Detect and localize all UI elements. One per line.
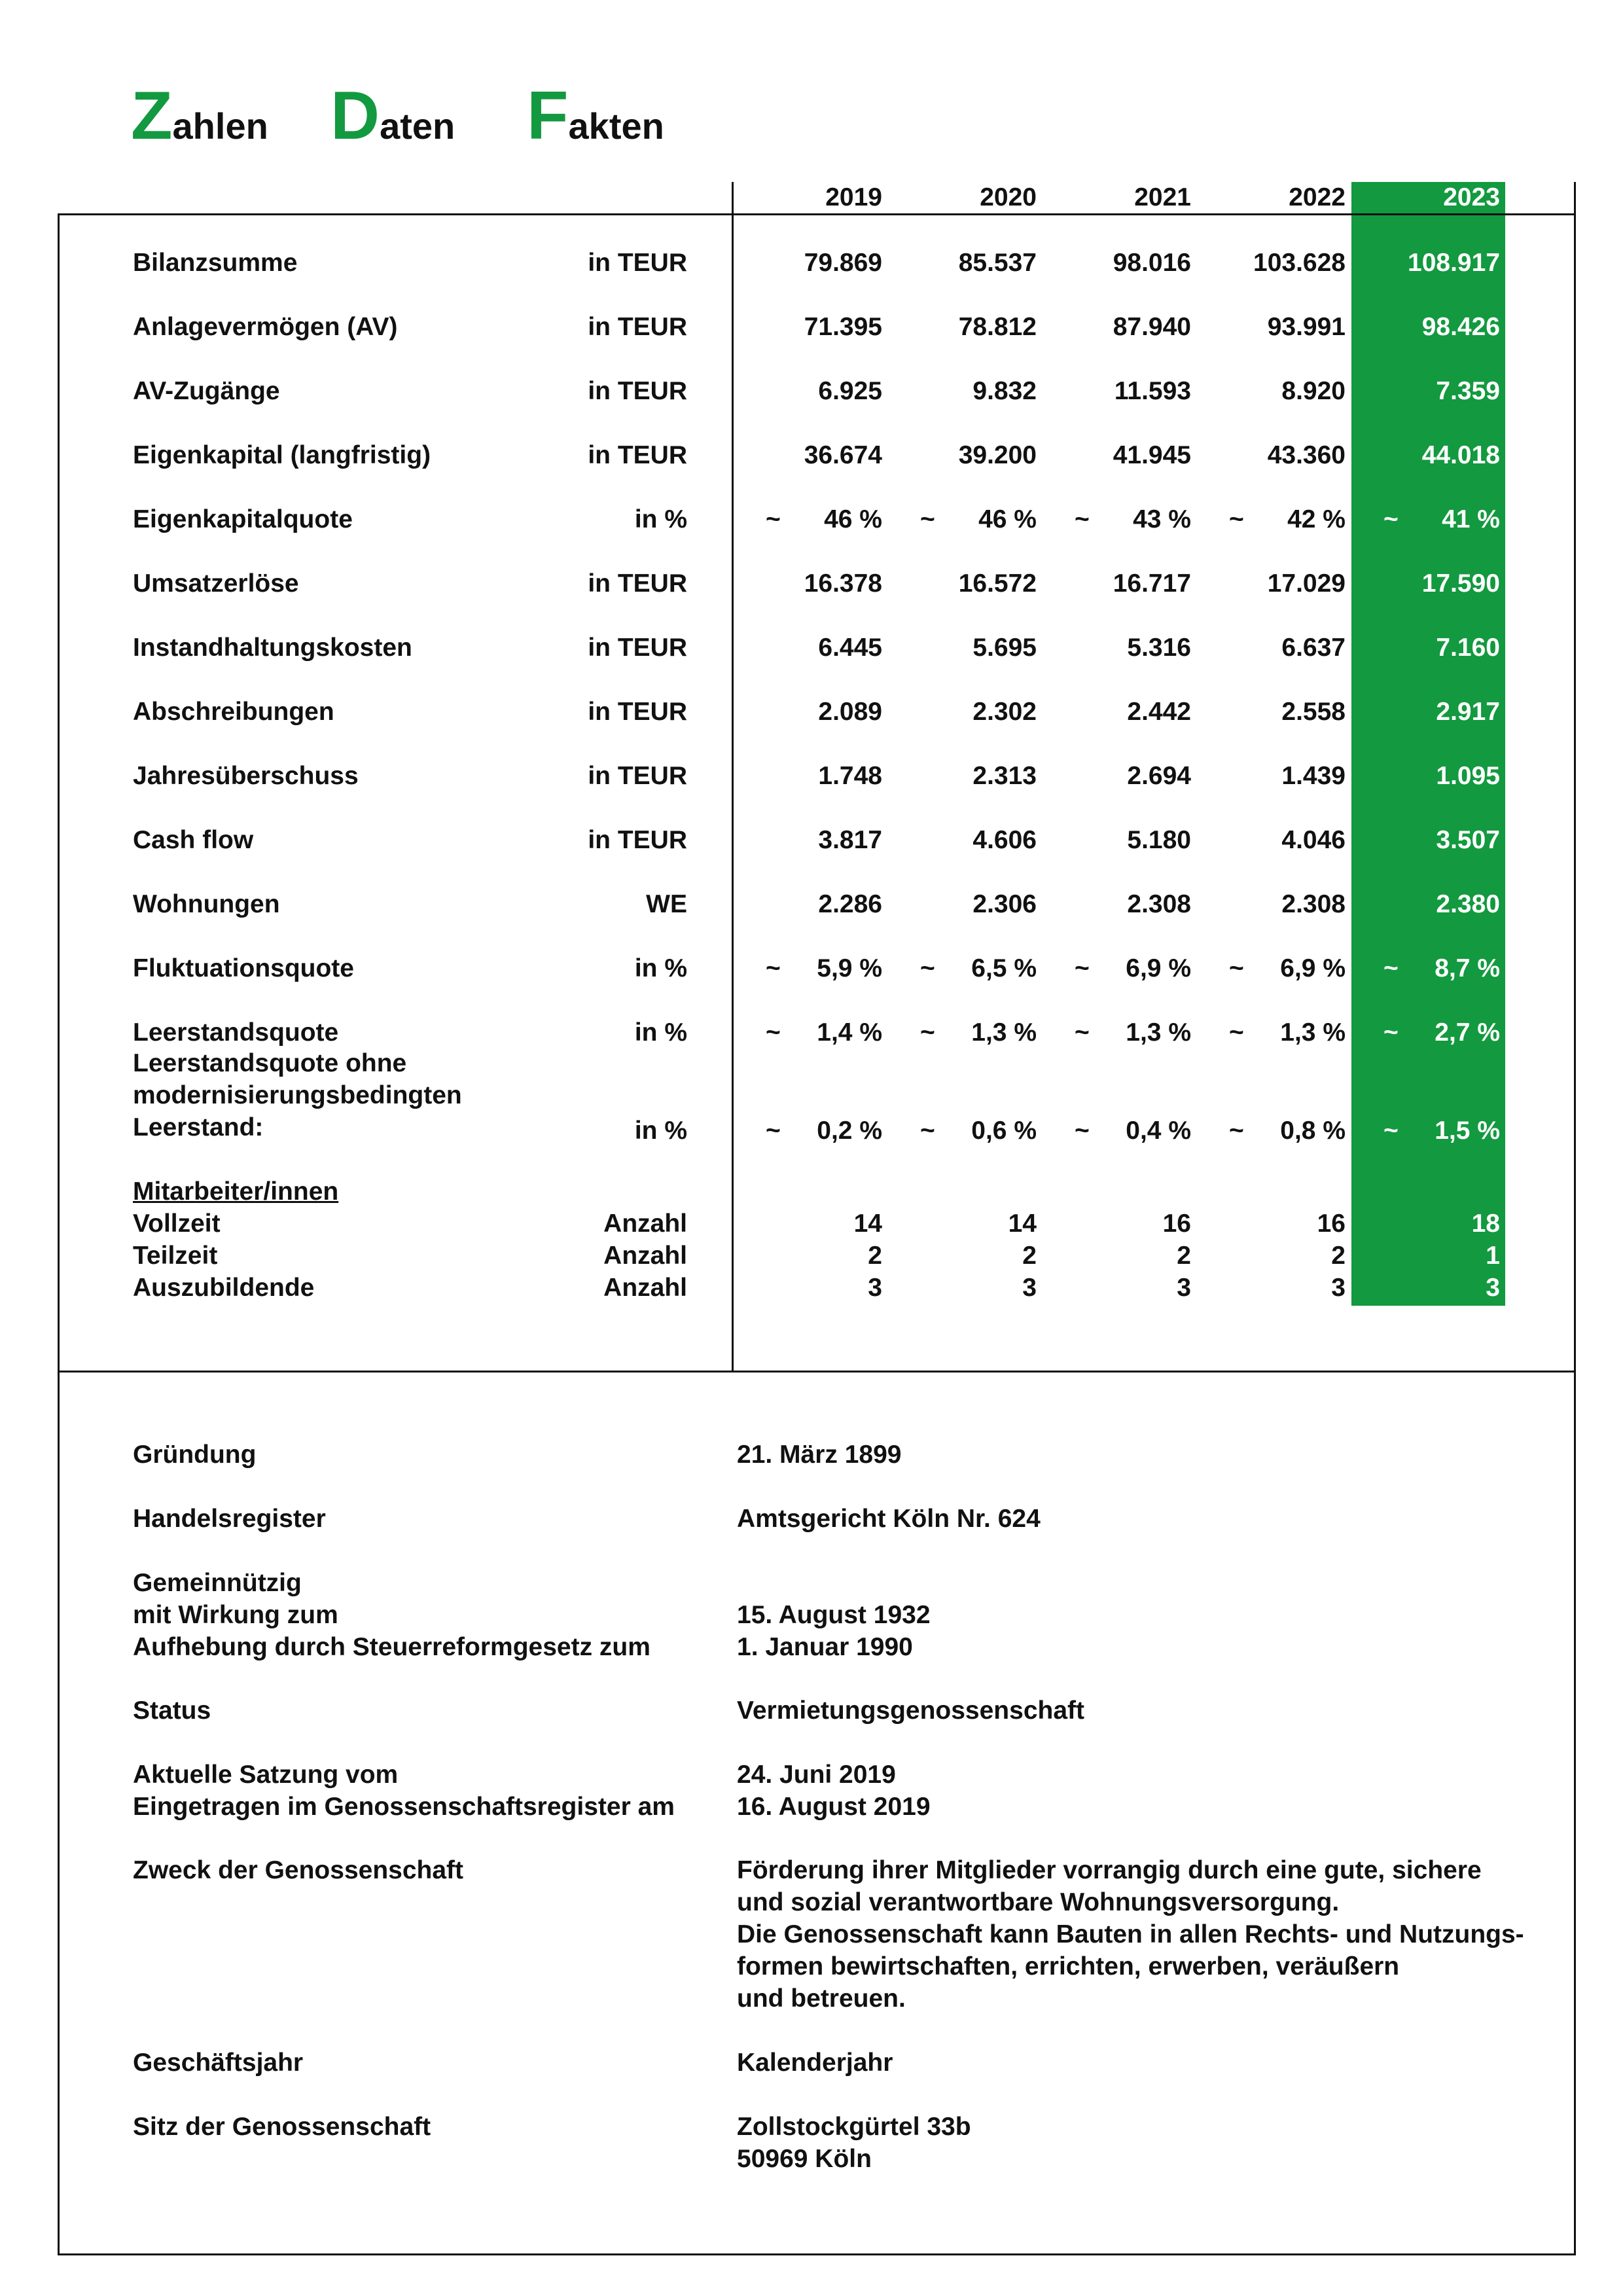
table-row [0, 757, 1623, 796]
tilde: ~ [766, 505, 781, 533]
value-2023: 2,7 % [1435, 1018, 1500, 1047]
row-label: Eigenkapitalquote [133, 505, 353, 533]
value-2020: 2.313 [972, 762, 1037, 790]
info-zweck-label: Zweck der Genossenschaft [133, 1856, 464, 1884]
year-2023: 2023 [1443, 183, 1500, 211]
value-2020: 5.695 [972, 634, 1037, 662]
leerstand-ohne-row [0, 1111, 1623, 1151]
value-2023: 18 [1471, 1210, 1500, 1238]
value-2023: 2.917 [1436, 698, 1500, 726]
value-2022: 6.637 [1281, 634, 1346, 662]
row-unit: in TEUR [588, 313, 687, 341]
row-label: Teilzeit [133, 1242, 218, 1270]
value-2020: 16.572 [958, 569, 1037, 598]
row-unit: Anzahl [603, 1210, 687, 1238]
value-2022: 1.439 [1281, 762, 1346, 790]
value-2019: 3 [868, 1274, 882, 1302]
value-2021: 2.694 [1127, 762, 1191, 790]
value-2023: 44.018 [1421, 441, 1500, 469]
table-row [0, 500, 1623, 539]
value-2021: 2.308 [1127, 890, 1191, 918]
value-2019: 14 [853, 1210, 882, 1238]
value-2022: 43.360 [1267, 441, 1346, 469]
table-row [0, 243, 1623, 283]
value-2019: 1.748 [818, 762, 882, 790]
table-row [0, 436, 1623, 475]
staff-row [0, 1272, 1623, 1304]
staff-row [0, 1240, 1623, 1272]
leerstand-ohne-label: Leerstandsquote ohne modernisierungsbedingten Leerstand: [133, 1049, 462, 1141]
value-2019: 2 [868, 1242, 882, 1270]
tilde: ~ [1229, 505, 1244, 533]
info-handelsregister-value: Amtsgericht Köln Nr. 624 [737, 1505, 1041, 1533]
tilde: ~ [1075, 505, 1090, 533]
row-unit: in TEUR [588, 698, 687, 726]
value-2023: 108.917 [1408, 249, 1500, 277]
table-row [0, 949, 1623, 988]
value-2019: 6.925 [818, 377, 882, 405]
value-2022: 2 [1331, 1242, 1346, 1270]
value-2021: 1,3 % [1126, 1018, 1191, 1047]
tilde: ~ [1383, 1117, 1399, 1145]
tilde: ~ [920, 954, 935, 982]
value-2022: 42 % [1287, 505, 1346, 533]
value-2023: 1 [1486, 1242, 1500, 1270]
title-word-fakten: Fakten [527, 78, 664, 154]
value-2022: 2.308 [1281, 890, 1346, 918]
row-unit: in TEUR [588, 826, 687, 854]
table-row [0, 1013, 1623, 1052]
year-2020: 2020 [980, 183, 1037, 211]
value-2019: 1,4 % [817, 1018, 882, 1047]
table-row [0, 692, 1623, 732]
row-label: AV-Zugänge [133, 377, 280, 405]
table-row [0, 885, 1623, 924]
info-satzung-label: Aktuelle Satzung vom Eingetragen im Genossenschaftsregister am [133, 1761, 675, 1821]
tilde: ~ [920, 505, 935, 533]
table-row [0, 628, 1623, 668]
row-unit: Anzahl [603, 1274, 687, 1302]
value-2021: 6,9 % [1126, 954, 1191, 982]
value-2022: 0,8 % [1280, 1117, 1346, 1145]
staff-row [0, 1208, 1623, 1240]
year-header [0, 178, 1623, 217]
info-gruendung-value: 21. März 1899 [737, 1441, 902, 1469]
value-2020: 9.832 [972, 377, 1037, 405]
row-unit: in TEUR [588, 249, 687, 277]
title-word-daten: Daten [330, 78, 455, 154]
table-row [0, 308, 1623, 347]
info-sitz-value: Zollstockgürtel 33b 50969 Köln [737, 2113, 971, 2173]
info-geschaeftsjahr-label: Geschäftsjahr [133, 2049, 304, 2077]
row-unit: in % [634, 954, 687, 982]
frame-middle-line [58, 1371, 1576, 1372]
value-2022: 16 [1317, 1210, 1346, 1238]
row-unit: in TEUR [588, 762, 687, 790]
value-2021: 5.316 [1127, 634, 1191, 662]
value-2019: 79.869 [804, 249, 882, 277]
tilde: ~ [1229, 1117, 1244, 1145]
value-2020: 2.306 [972, 890, 1037, 918]
frame-bottom-line [58, 2253, 1576, 2255]
tilde: ~ [920, 1117, 935, 1145]
tilde: ~ [1229, 1018, 1244, 1047]
tilde: ~ [1075, 1018, 1090, 1047]
value-2019: 5,9 % [817, 954, 882, 982]
year-2021: 2021 [1134, 183, 1191, 211]
tilde: ~ [766, 954, 781, 982]
value-2021: 98.016 [1113, 249, 1191, 277]
info-satzung-value: 24. Juni 2019 16. August 2019 [737, 1761, 931, 1821]
info-zweck-value: Förderung ihrer Mitglieder vorrangig durch eine gute, sichere und sozial verantwortbare Wohnungsversorgung. Die Genossenschaft kann Bauten in allen Rechts- und Nutzungs- formen bewirtschaften, errichten, erwerben, veräußern und betreuen. [737, 1856, 1524, 2013]
value-2020: 2.302 [972, 698, 1037, 726]
value-2021: 11.593 [1114, 377, 1191, 405]
value-2022: 103.628 [1253, 249, 1346, 277]
value-2023: 17.590 [1421, 569, 1500, 598]
value-2020: 0,6 % [971, 1117, 1037, 1145]
row-label: Abschreibungen [133, 698, 334, 726]
value-2019: 0,2 % [817, 1117, 882, 1145]
value-2019: 2.089 [818, 698, 882, 726]
value-2021: 16.717 [1113, 569, 1191, 598]
row-label: Wohnungen [133, 890, 280, 918]
value-2022: 17.029 [1267, 569, 1346, 598]
value-2021: 2 [1177, 1242, 1191, 1270]
row-label: Leerstandsquote [133, 1018, 339, 1047]
info-sitz-label: Sitz der Genossenschaft [133, 2113, 431, 2141]
value-2023: 7.160 [1436, 634, 1500, 662]
row-label: Instandhaltungskosten [133, 634, 412, 662]
value-2020: 2 [1022, 1242, 1037, 1270]
row-unit: in TEUR [588, 441, 687, 469]
row-unit: in TEUR [588, 377, 687, 405]
value-2023: 1.095 [1436, 762, 1500, 790]
row-label: Auszubildende [133, 1274, 315, 1302]
value-2022: 8.920 [1281, 377, 1346, 405]
value-2021: 5.180 [1127, 826, 1191, 854]
value-2020: 78.812 [958, 313, 1037, 341]
staff-heading: Mitarbeiter/innen [133, 1177, 339, 1206]
row-label: Jahresüberschuss [133, 762, 359, 790]
tilde: ~ [1075, 954, 1090, 982]
info-geschaeftsjahr-value: Kalenderjahr [737, 2049, 893, 2077]
tilde: ~ [1383, 1018, 1399, 1047]
value-2021: 87.940 [1113, 313, 1191, 341]
info-status-label: Status [133, 1696, 211, 1725]
value-2019: 6.445 [818, 634, 882, 662]
tilde: ~ [920, 1018, 935, 1047]
value-2020: 3 [1022, 1274, 1037, 1302]
info-gruendung-label: Gründung [133, 1441, 257, 1469]
value-2022: 4.046 [1281, 826, 1346, 854]
value-2023: 2.380 [1436, 890, 1500, 918]
value-2022: 6,9 % [1280, 954, 1346, 982]
value-2023: 3.507 [1436, 826, 1500, 854]
info-gemeinnuetzig-value: 15. August 1932 1. Januar 1990 [737, 1601, 931, 1661]
value-2019: 36.674 [804, 441, 882, 469]
row-unit: in % [634, 1018, 687, 1047]
tilde: ~ [766, 1018, 781, 1047]
row-unit: in TEUR [588, 634, 687, 662]
value-2022: 93.991 [1267, 313, 1346, 341]
value-2023: 8,7 % [1435, 954, 1500, 982]
tilde: ~ [1383, 954, 1399, 982]
value-2019: 71.395 [804, 313, 882, 341]
row-label: Eigenkapital (langfristig) [133, 441, 431, 469]
tilde: ~ [1383, 505, 1399, 533]
value-2021: 2.442 [1127, 698, 1191, 726]
row-unit: in % [634, 1117, 687, 1145]
value-2022: 2.558 [1281, 698, 1346, 726]
tilde: ~ [1075, 1117, 1090, 1145]
value-2020: 4.606 [972, 826, 1037, 854]
year-2022: 2022 [1289, 183, 1346, 211]
title-word-zahlen: Zahlen [131, 78, 268, 154]
value-2020: 14 [1008, 1210, 1037, 1238]
value-2020: 6,5 % [971, 954, 1037, 982]
row-unit: WE [646, 890, 687, 918]
value-2022: 1,3 % [1280, 1018, 1346, 1047]
value-2020: 1,3 % [971, 1018, 1037, 1047]
row-label: Cash flow [133, 826, 254, 854]
row-unit: in TEUR [588, 569, 687, 598]
value-2019: 16.378 [804, 569, 882, 598]
row-label: Anlagevermögen (AV) [133, 313, 398, 341]
value-2020: 46 % [978, 505, 1037, 533]
info-handelsregister-label: Handelsregister [133, 1505, 326, 1533]
value-2023: 98.426 [1421, 313, 1500, 341]
value-2021: 16 [1162, 1210, 1191, 1238]
value-2019: 2.286 [818, 890, 882, 918]
value-2023: 3 [1486, 1274, 1500, 1302]
value-2022: 3 [1331, 1274, 1346, 1302]
info-gemeinnuetzig-label: Gemeinnützig mit Wirkung zum Aufhebung durch Steuerreformgesetz zum [133, 1569, 651, 1661]
table-row [0, 372, 1623, 411]
value-2019: 46 % [824, 505, 882, 533]
value-2023: 1,5 % [1435, 1117, 1500, 1145]
value-2021: 3 [1177, 1274, 1191, 1302]
value-2021: 0,4 % [1126, 1117, 1191, 1145]
value-2023: 41 % [1442, 505, 1500, 533]
tilde: ~ [1229, 954, 1244, 982]
value-2021: 41.945 [1113, 441, 1191, 469]
row-unit: in % [634, 505, 687, 533]
table-row [0, 564, 1623, 603]
year-2019: 2019 [825, 183, 882, 211]
value-2021: 43 % [1133, 505, 1191, 533]
row-unit: Anzahl [603, 1242, 687, 1270]
row-label: Fluktuationsquote [133, 954, 354, 982]
value-2023: 7.359 [1436, 377, 1500, 405]
row-label: Bilanzsumme [133, 249, 298, 277]
info-status-value: Vermietungsgenossenschaft [737, 1696, 1084, 1725]
row-label: Umsatzerlöse [133, 569, 299, 598]
value-2020: 39.200 [958, 441, 1037, 469]
tilde: ~ [766, 1117, 781, 1145]
value-2020: 85.537 [958, 249, 1037, 277]
table-row [0, 821, 1623, 860]
row-label: Vollzeit [133, 1210, 221, 1238]
value-2019: 3.817 [818, 826, 882, 854]
